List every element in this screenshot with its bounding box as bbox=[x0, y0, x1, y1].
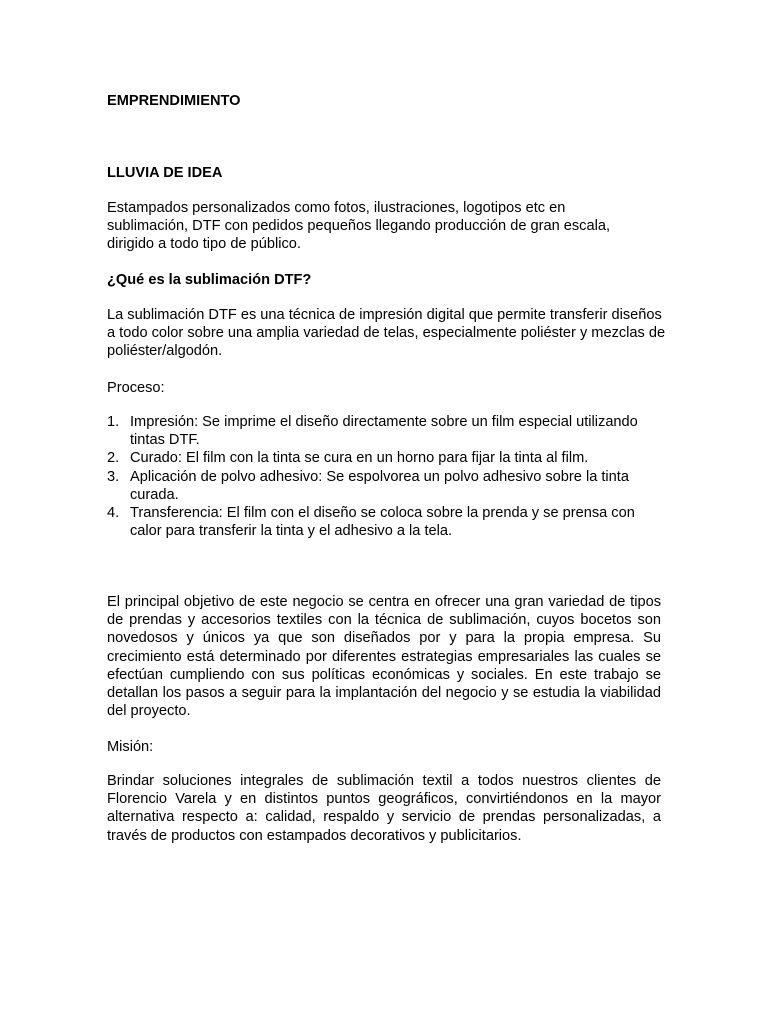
definition-paragraph: La sublimación DTF es una técnica de impresión digital que permite transferir diseños a todo color sobre una amplia variedad de telas, especialmente poliéster y mezclas de poliéster/algodón. bbox=[107, 307, 666, 360]
list-item-number: 1. bbox=[107, 414, 120, 430]
mission-label: Misión: bbox=[107, 739, 154, 755]
list-item-number: 2. bbox=[107, 450, 120, 467]
process-steps-list bbox=[107, 413, 661, 540]
list-item-text: Impresión: Se imprime el diseño directamente sobre un film especial utilizando tintas DTF. bbox=[130, 414, 638, 449]
question-heading: ¿Qué es la sublimación DTF? bbox=[107, 272, 312, 288]
process-label: Proceso: bbox=[107, 380, 165, 396]
mission-paragraph: Brindar soluciones integrales de sublimación textil a todos nuestros clientes de Florencio Varela y en distintos puntos geográficos, convirtiéndonos en la mayor alternativa respecto a: calidad, respaldo y servicio de prendas personalizadas, a través de productos con estampados decorativos y publicitarios. bbox=[107, 773, 661, 844]
intro-paragraph: Estampados personalizados como fotos, ilustraciones, logotipos etc en sublimación, DTF con pedidos pequeños llegando producción de gran escala, dirigido a todo tipo de público. bbox=[107, 200, 610, 253]
list-item bbox=[107, 468, 661, 504]
list-item-number: 3. bbox=[107, 468, 120, 485]
document-title: EMPRENDIMIENTO bbox=[107, 93, 241, 109]
list-item-text: Curado: El film con la tinta se cura en un horno para fijar la tinta al film. bbox=[130, 450, 589, 467]
list-item bbox=[107, 413, 661, 449]
list-item bbox=[107, 449, 661, 467]
list-item-text: Transferencia: El film con el diseño se coloca sobre la prenda y se prensa con calor para transferir la tinta y el adhesivo a la tela. bbox=[130, 505, 635, 540]
section-heading: LLUVIA DE IDEA bbox=[107, 165, 223, 181]
list-item-number: 4. bbox=[107, 505, 120, 522]
objective-paragraph: El principal objetivo de este negocio se centra en ofrecer una gran variedad de tipos de prendas y accesorios textiles con la técnica de sublimación, cuyos bocetos son novedosos y únicos ya que son diseñados por y para la propia empresa. Su crecimiento está determinado por diferentes estrategias empresariales las cuales se efectúan cumpliendo con sus políticas económicas y sociales. En este trabajo se detallan los pasos a seguir para la implantación del negocio y se estudia la viabilidad del proyecto. bbox=[107, 594, 661, 720]
list-item-text: Aplicación de polvo adhesivo: Se espolvorea un polvo adhesivo sobre la tinta curada. bbox=[130, 468, 629, 503]
list-item bbox=[107, 504, 661, 540]
